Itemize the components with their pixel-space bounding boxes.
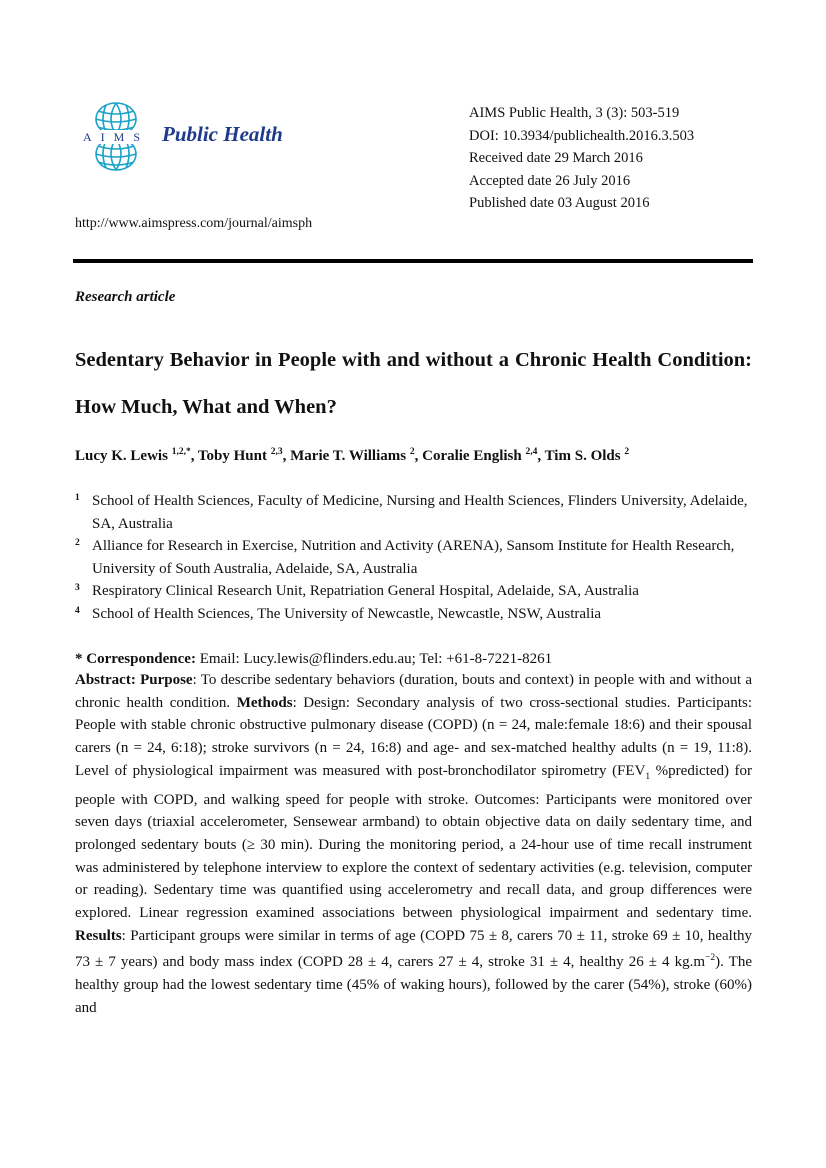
correspondence-label: * Correspondence: — [75, 651, 196, 667]
abstract: Abstract: Purpose: To describe sedentary behaviors (duration, bouts and context) in people with and without a chronic health condition. Methods: Design: Secondary analysis of two cross-sectional studies. Participants: People with stable chronic obstructive pulmonary disease (COPD) (n = 24, male:female 18:6) and their spousal carers (n = 24, 6:18); stroke survivors (n = 24, 16:8) and age- and sex-matched healthy adults (n = 19, 11:8). Level of physiological impairment was measured with post-bronchodilator spirometry ($FEV_1$ %predicted) for people with COPD, and walking speed for people with stroke. Outcomes: Participants were monitored over seven days (triaxial accelerometer, Sensewear armband) to obtain objective data on daily sedentary time, and prolonged sedentary bouts (≥ 30 min). During the monitoring period, a 24-hour use of time recall instrument was administered by telephone interview to explore the context of sedentary activities (e.g. television, computer or reading). Sedentary time was quantified using accelerometry and recall data, and group differences were explored. Linear regression examined associations between physiological impairment and sedentary time. Results: Participant groups were similar in terms of age (COPD 75 ± 8, carers 70 ± 11, stroke 69 ± 10, healthy 73 ± 7 years) and body mass index (COPD 28 ± 4, carers 27 ± 4, stroke 31 ± 4, healthy 26 ± 4 $kg.m^{-2}$). The healthy group had the lowest sedentary time (45% of waking hours), followed by the carer (54%), stroke (60%) and — [75, 672, 753, 1016]
abstract-label: Abstract: — [75, 672, 136, 688]
author: Tim S. Olds $^2$ — [544, 447, 630, 464]
author: Lucy K. Lewis $^{1,2,*}$, — [75, 447, 198, 464]
journal-url[interactable]: http://www.aimspress.com/journal/aimsph — [75, 216, 313, 231]
author-list — [75, 447, 765, 465]
logo-text: AIMS — [82, 130, 150, 144]
globe-icon — [76, 101, 156, 173]
article-title: Sedentary Behavior in People with and without a Chronic Health Condition: How Much, What and When? — [75, 349, 752, 418]
purpose-label: Purpose — [140, 672, 193, 688]
published-date: Published date 03 August 2016 — [469, 195, 650, 211]
doi[interactable]: DOI: 10.3934/publichealth.2016.3.503 — [469, 127, 695, 144]
author: Marie T. Williams $^2$, — [290, 447, 423, 464]
affiliation: 2 Alliance for Research in Exercise, Nutrition and Activity (ARENA), Sansom Institute for Health Research, University of South Australia, Adelaide, SA, Australia — [75, 538, 735, 577]
received-date: Received date 29 March 2016 — [469, 150, 643, 166]
correspondence — [75, 651, 552, 668]
citation: AIMS Public Health, 3 (3): 503-519 — [469, 105, 680, 121]
article-meta — [469, 102, 694, 215]
affiliation: 1 School of Health Sciences, Faculty of Medicine, Nursing and Health Sciences, Flinders University, Adelaide, SA, Australia — [75, 493, 748, 532]
affiliation: 4 School of Health Sciences, The University of Newcastle, Newcastle, NSW, Australia — [75, 605, 602, 622]
author: Coralie English $^{2,4}$, — [422, 447, 545, 464]
journal-title: Public Health — [162, 122, 283, 146]
affiliation-list — [75, 490, 757, 625]
correspondence-text: Email: Lucy.lewis@flinders.edu.au; Tel: +61-8-7221-8261 — [199, 651, 553, 667]
accepted-date: Accepted date 26 July 2016 — [469, 172, 631, 189]
author: Toby Hunt $^{2,3}$, — [197, 447, 291, 464]
results-label: Results — [75, 927, 122, 944]
affiliation: 3 Respiratory Clinical Research Unit, Repatriation General Hospital, Adelaide, SA, Australia — [75, 583, 639, 599]
header-divider — [73, 259, 753, 263]
methods-label: Methods — [236, 694, 293, 711]
article-type: Research article — [75, 289, 176, 305]
